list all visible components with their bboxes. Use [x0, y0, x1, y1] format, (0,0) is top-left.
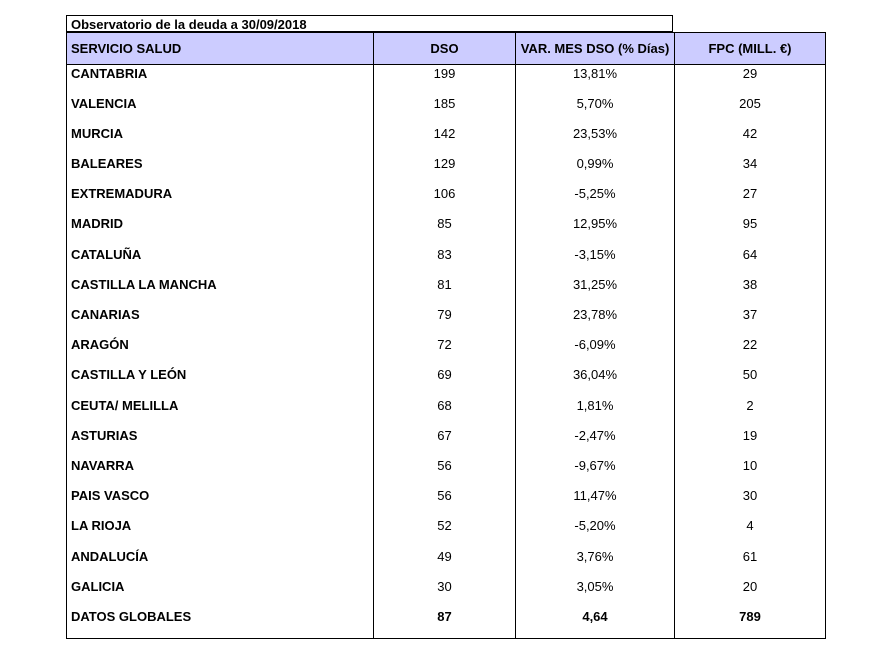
cell-fpc: 789 — [675, 608, 826, 638]
cell-dso: 142 — [374, 125, 516, 155]
cell-fpc: 4 — [675, 517, 826, 547]
cell-fpc: 205 — [675, 95, 826, 125]
cell-dso: 52 — [374, 517, 516, 547]
cell-var: -9,67% — [516, 457, 675, 487]
table-row — [67, 65, 826, 95]
header-row — [67, 33, 826, 65]
cell-fpc: 22 — [675, 336, 826, 366]
cell-servicio: MURCIA — [67, 125, 374, 155]
cell-servicio: MADRID — [67, 215, 374, 245]
cell-fpc: 50 — [675, 366, 826, 396]
cell-servicio: PAIS VASCO — [67, 487, 374, 517]
table-row — [67, 548, 826, 578]
cell-servicio: CASTILLA Y LEÓN — [67, 366, 374, 396]
cell-servicio: EXTREMADURA — [67, 185, 374, 215]
cell-var: 3,76% — [516, 548, 675, 578]
cell-var: -6,09% — [516, 336, 675, 366]
table-row — [67, 246, 826, 276]
cell-servicio: GALICIA — [67, 578, 374, 608]
table-row — [67, 336, 826, 366]
cell-servicio: ANDALUCÍA — [67, 548, 374, 578]
cell-fpc: 2 — [675, 397, 826, 427]
cell-dso: 106 — [374, 185, 516, 215]
cell-servicio: CASTILLA LA MANCHA — [67, 276, 374, 306]
cell-fpc: 34 — [675, 155, 826, 185]
cell-fpc: 20 — [675, 578, 826, 608]
cell-servicio: ASTURIAS — [67, 427, 374, 457]
table-row — [67, 155, 826, 185]
cell-fpc: 64 — [675, 246, 826, 276]
cell-dso: 49 — [374, 548, 516, 578]
total-row — [67, 608, 826, 638]
table-row — [67, 517, 826, 547]
cell-fpc: 37 — [675, 306, 826, 336]
table-row — [67, 427, 826, 457]
cell-dso: 69 — [374, 366, 516, 396]
cell-dso: 56 — [374, 487, 516, 517]
header-servicio: SERVICIO SALUD — [67, 33, 374, 65]
cell-dso: 72 — [374, 336, 516, 366]
cell-fpc: 38 — [675, 276, 826, 306]
cell-servicio: DATOS GLOBALES — [67, 608, 374, 638]
cell-fpc: 30 — [675, 487, 826, 517]
cell-fpc: 19 — [675, 427, 826, 457]
cell-var: -3,15% — [516, 246, 675, 276]
cell-dso: 30 — [374, 578, 516, 608]
table-row — [67, 397, 826, 427]
cell-fpc: 29 — [675, 65, 826, 95]
cell-var: 31,25% — [516, 276, 675, 306]
table-row — [67, 306, 826, 336]
cell-dso: 67 — [374, 427, 516, 457]
cell-dso: 81 — [374, 276, 516, 306]
cell-dso: 87 — [374, 608, 516, 638]
cell-var: 11,47% — [516, 487, 675, 517]
table-row — [67, 95, 826, 125]
cell-servicio: BALEARES — [67, 155, 374, 185]
cell-servicio: CATALUÑA — [67, 246, 374, 276]
cell-fpc: 10 — [675, 457, 826, 487]
cell-fpc: 61 — [675, 548, 826, 578]
table-row — [67, 276, 826, 306]
cell-servicio: VALENCIA — [67, 95, 374, 125]
table-row — [67, 215, 826, 245]
cell-dso: 199 — [374, 65, 516, 95]
cell-var: 4,64 — [516, 608, 675, 638]
header-var-mes-dso: VAR. MES DSO (% Días) — [516, 33, 675, 65]
cell-dso: 83 — [374, 246, 516, 276]
cell-var: -5,25% — [516, 185, 675, 215]
cell-dso: 68 — [374, 397, 516, 427]
cell-servicio: CANTABRIA — [67, 65, 374, 95]
header-dso: DSO — [374, 33, 516, 65]
table-row — [67, 366, 826, 396]
cell-var: 3,05% — [516, 578, 675, 608]
cell-dso: 129 — [374, 155, 516, 185]
cell-servicio: LA RIOJA — [67, 517, 374, 547]
cell-dso: 79 — [374, 306, 516, 336]
cell-var: 23,53% — [516, 125, 675, 155]
table-row — [67, 457, 826, 487]
debt-table — [66, 32, 826, 639]
cell-fpc: 27 — [675, 185, 826, 215]
cell-servicio: CANARIAS — [67, 306, 374, 336]
cell-dso: 185 — [374, 95, 516, 125]
cell-servicio: CEUTA/ MELILLA — [67, 397, 374, 427]
cell-var: 1,81% — [516, 397, 675, 427]
cell-var: -2,47% — [516, 427, 675, 457]
cell-var: 5,70% — [516, 95, 675, 125]
table-body — [67, 65, 826, 639]
cell-var: 12,95% — [516, 215, 675, 245]
cell-servicio: NAVARRA — [67, 457, 374, 487]
cell-var: -5,20% — [516, 517, 675, 547]
cell-var: 23,78% — [516, 306, 675, 336]
cell-var: 13,81% — [516, 65, 675, 95]
table-row — [67, 125, 826, 155]
table-row — [67, 487, 826, 517]
cell-dso: 56 — [374, 457, 516, 487]
cell-var: 36,04% — [516, 366, 675, 396]
cell-var: 0,99% — [516, 155, 675, 185]
table-row — [67, 578, 826, 608]
cell-fpc: 95 — [675, 215, 826, 245]
cell-servicio: ARAGÓN — [67, 336, 374, 366]
cell-fpc: 42 — [675, 125, 826, 155]
table-title: Observatorio de la deuda a 30/09/2018 — [66, 15, 673, 32]
header-fpc: FPC (MILL. €) — [675, 33, 826, 65]
table-row — [67, 185, 826, 215]
cell-dso: 85 — [374, 215, 516, 245]
